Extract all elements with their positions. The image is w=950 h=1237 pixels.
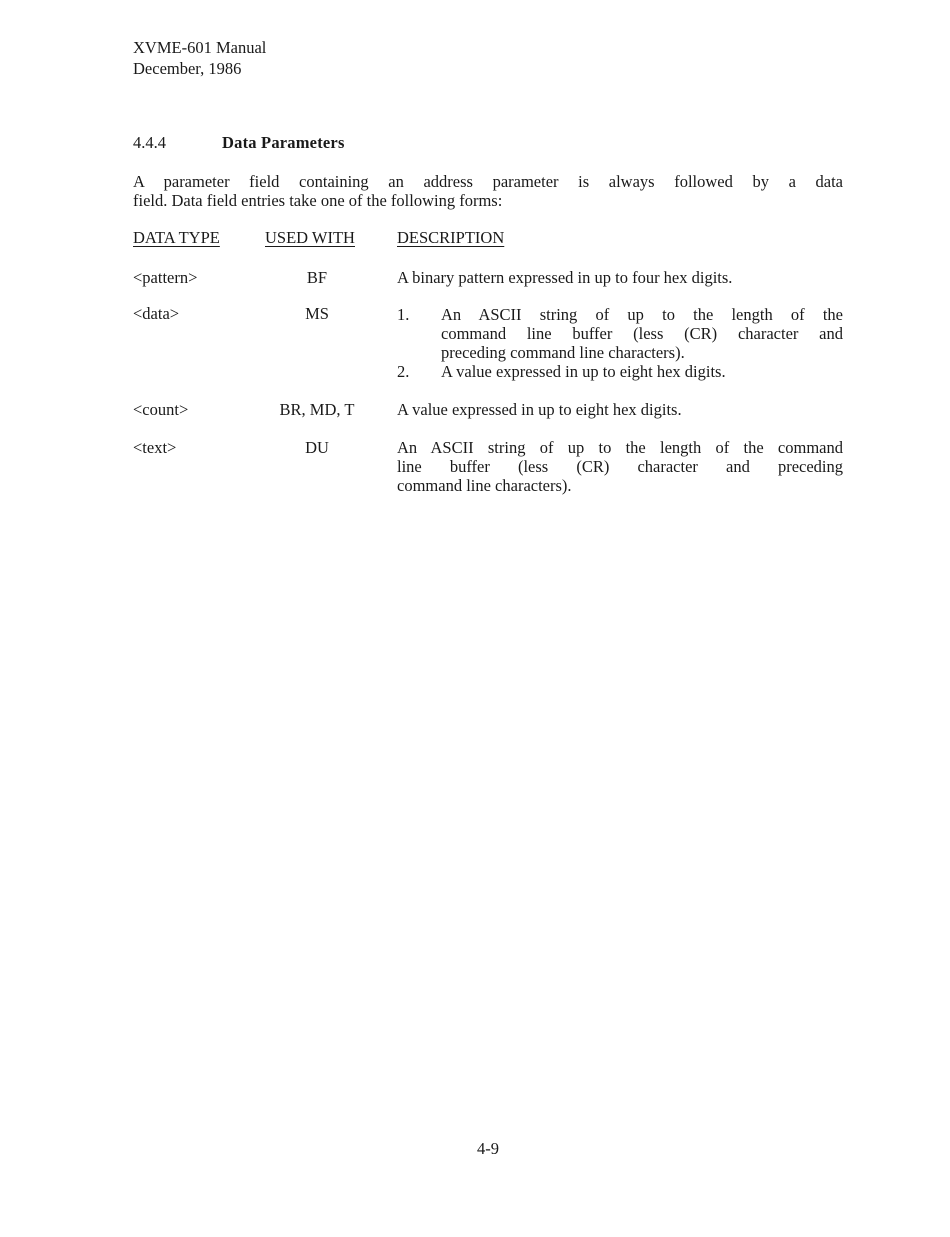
description-line: preceding command line characters). [441,343,685,362]
description-line: line buffer (less (CR) character and preceding [397,457,843,476]
data-type-cell: <pattern> [133,268,198,287]
used-with-cell: BR, MD, T [279,400,355,419]
description-cell: A value expressed in up to eight hex digits. [397,400,682,419]
intro-line: field. Data field entries take one of the following forms: [133,191,503,210]
description-cell [397,438,843,495]
document-date: December, 1986 [133,59,242,78]
page-number: 4-9 [477,1139,499,1158]
description-line: An ASCII string of up to the length of the [441,305,843,324]
description-line: command line characters). [397,476,572,495]
data-type-cell: <data> [133,304,180,323]
intro-line: A parameter field containing an address parameter is always followed by a data [133,172,843,191]
section-title: Data Parameters [222,133,345,152]
description-line: An ASCII string of up to the length of the command [397,438,843,457]
data-type-cell: <count> [133,400,189,419]
column-header-data-type: DATA TYPE [133,228,220,247]
document-title: XVME-601 Manual [133,38,267,57]
list-item-number: 1. [397,305,410,324]
section-number: 4.4.4 [133,133,166,152]
description-line: A value expressed in up to eight hex digits. [441,362,726,381]
column-header-description: DESCRIPTION [397,228,505,247]
description-line: command line buffer (less (CR) character and [441,324,843,343]
column-header-used-with: USED WITH [265,228,355,247]
data-type-cell: <text> [133,438,177,457]
used-with-cell: DU [305,438,329,457]
description-cell: A binary pattern expressed in up to four hex digits. [397,268,733,287]
list-item [441,305,843,362]
intro-paragraph [133,172,843,210]
list-item-number: 2. [397,362,410,381]
used-with-cell: BF [306,268,328,287]
used-with-cell: MS [305,304,329,323]
